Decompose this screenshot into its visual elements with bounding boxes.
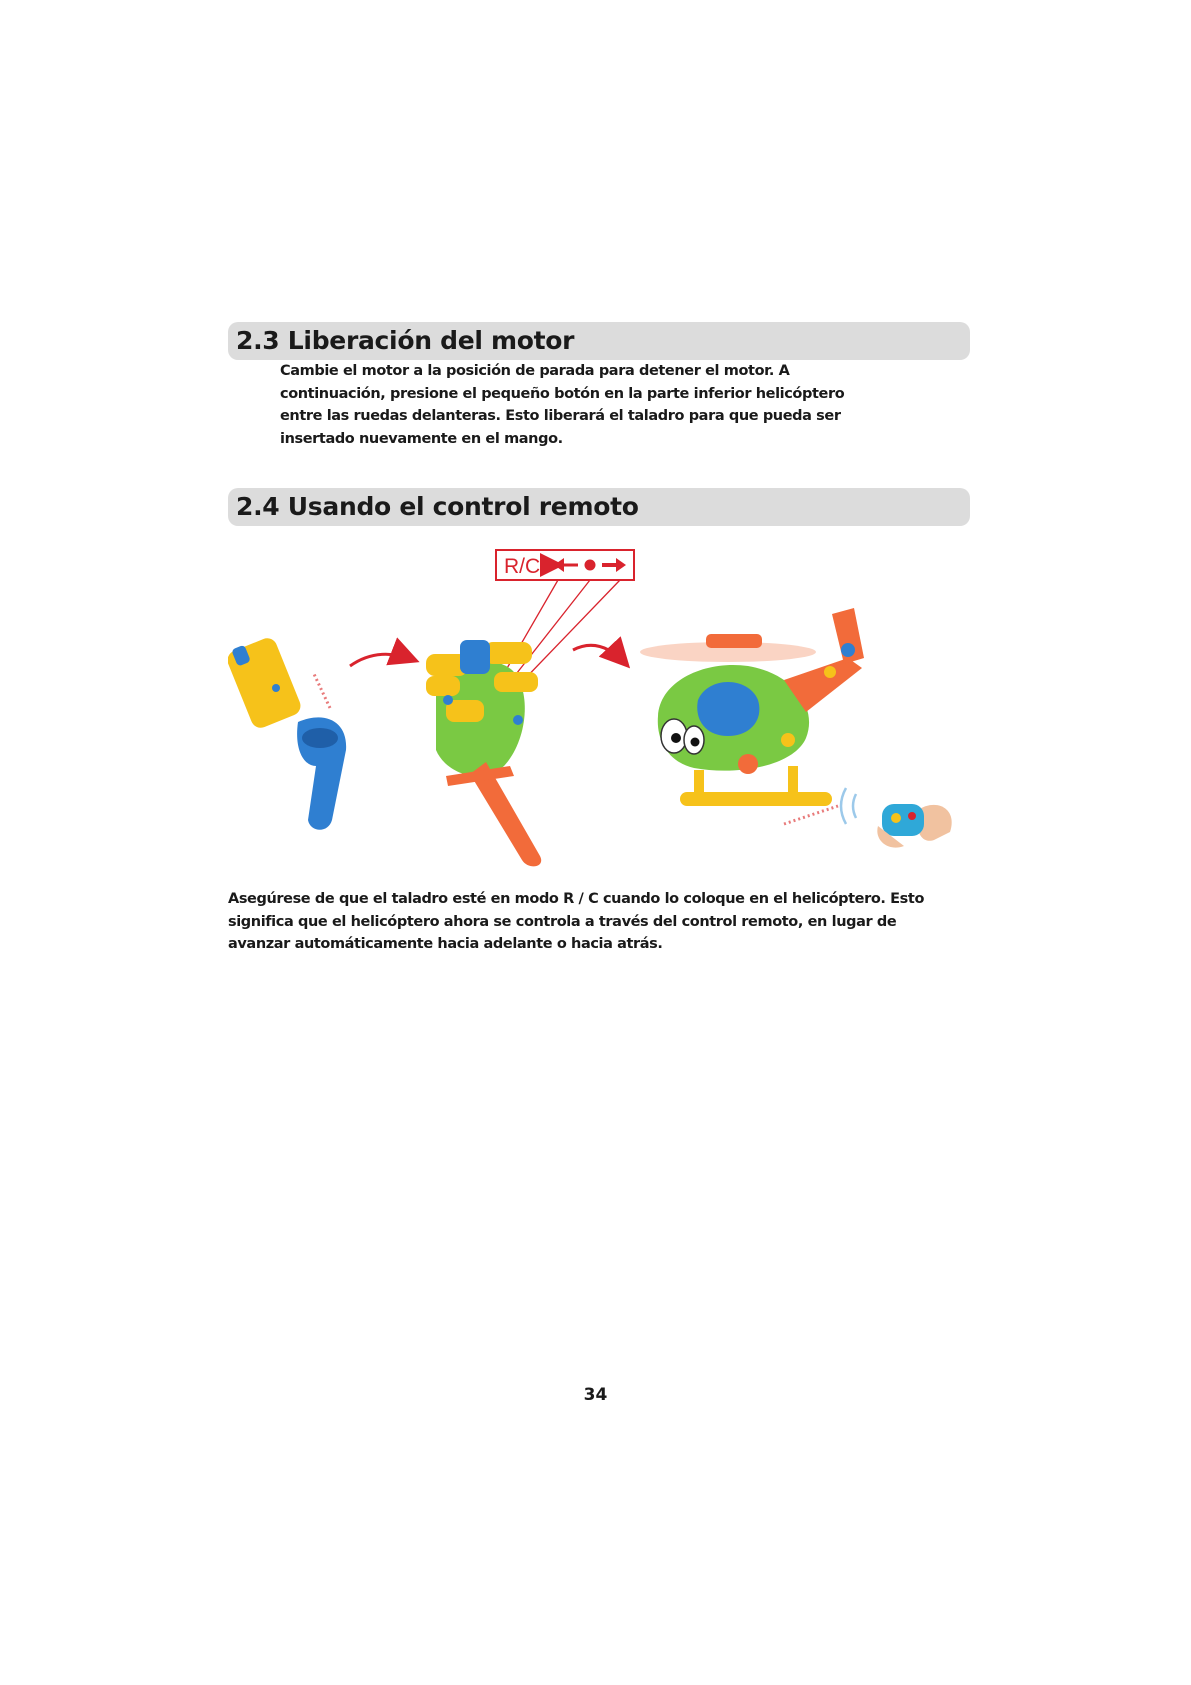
section-header-2-3 — [228, 322, 970, 360]
assembled-helicopter — [640, 608, 864, 806]
drill-motor — [228, 635, 303, 731]
text-line: Cambie el motor a la posición de parada para detener el motor. A — [280, 363, 790, 379]
remote-control — [841, 788, 952, 848]
rc-helicopter-illustration — [228, 540, 953, 875]
section-header-2-4 — [228, 488, 970, 526]
stop-dot-icon — [585, 560, 596, 571]
signal-icon — [853, 794, 856, 818]
text-line: insertado nuevamente en el mango. — [280, 430, 563, 447]
page-number: 34 — [583, 1385, 608, 1405]
step-arrow-icon — [350, 654, 414, 666]
movement-arrow-icon — [784, 806, 838, 824]
step-arrow-icon — [573, 645, 626, 664]
section-2-4-text — [228, 888, 924, 956]
rc-mode-label — [496, 550, 634, 686]
text-line: continuación, presione el pequeño botón en la parte inferior helicóptero — [280, 385, 845, 402]
section-title: 2.4 Usando el control remoto — [236, 492, 639, 521]
text-line: Asegúrese de que el taladro esté en modo R / C cuando lo coloque en el helicóptero. Esto — [228, 891, 925, 907]
section-2-3-text — [280, 360, 844, 450]
rc-label-text: R/C — [504, 555, 541, 578]
text-line: entre las ruedas delanteras. Esto liberará el taladro para que pueda ser — [280, 408, 841, 424]
text-line: significa que el helicóptero ahora se controla a través del control remoto, en lugar de — [228, 913, 897, 930]
helicopter-assembly — [426, 640, 541, 866]
text-line: avanzar automáticamente hacia adelante o hacia atrás. — [228, 936, 663, 952]
drill-handle — [297, 717, 346, 829]
insert-arrow-icon — [314, 674, 330, 708]
section-title: 2.3 Liberación del motor — [236, 326, 575, 355]
